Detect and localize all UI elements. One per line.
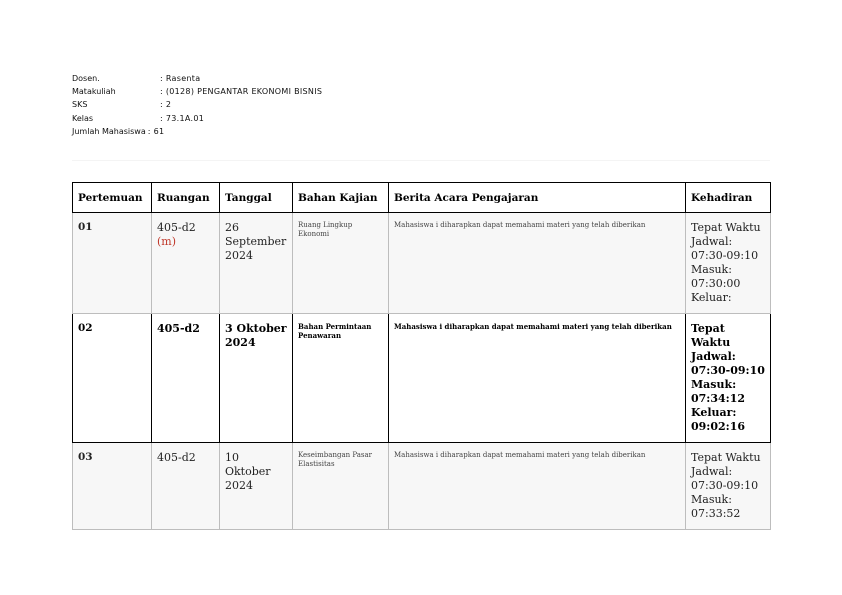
cell-kehadiran xyxy=(686,213,771,314)
cell-tanggal: 10 Oktober 2024 xyxy=(220,443,293,530)
sks-value: : 2 xyxy=(160,100,172,110)
cell-pertemuan: 02 xyxy=(73,314,152,443)
divider xyxy=(72,160,770,161)
header-bahan-kajian: Bahan Kajian xyxy=(293,183,389,213)
sks-label: SKS xyxy=(72,100,88,110)
dosen-label: Dosen. xyxy=(72,74,100,83)
checkin-value: 07:34:12 xyxy=(691,392,746,405)
header-pertemuan: Pertemuan xyxy=(73,183,152,213)
checkin-label: Masuk: xyxy=(691,378,737,391)
cell-tanggal: 26 September 2024 xyxy=(220,213,293,314)
cell-ruangan xyxy=(152,314,220,443)
cell-bahan-kajian: Keseimbangan Pasar Elastisitas xyxy=(293,443,389,530)
header-tanggal: Tanggal xyxy=(220,183,293,213)
schedule-label: Jadwal: xyxy=(691,350,736,363)
schedule-value: 07:30-09:10 xyxy=(691,249,759,262)
cell-berita-acara: Mahasiswa i diharapkan dapat memahami materi yang telah diberikan xyxy=(389,213,686,314)
header-kehadiran: Kehadiran xyxy=(686,183,771,213)
checkout-label: Keluar: xyxy=(691,406,737,419)
checkin-label: Masuk: xyxy=(691,263,732,276)
matakuliah-label: Matakuliah xyxy=(72,87,116,97)
room-code: 405-d2 xyxy=(157,221,196,234)
room-code: 405-d2 xyxy=(157,322,200,335)
cell-pertemuan: 01 xyxy=(73,213,152,314)
dosen-value: : Rasenta xyxy=(160,74,201,83)
kelas-value: : 73.1A.01 xyxy=(160,113,205,123)
schedule-label: Jadwal: xyxy=(691,465,733,478)
matakuliah-value: : (0128) PENGANTAR EKONOMI BISNIS xyxy=(160,87,323,97)
cell-ruangan xyxy=(152,213,220,314)
schedule-label: Jadwal: xyxy=(691,235,733,248)
header-berita-acara: Berita Acara Pengajaran xyxy=(389,183,686,213)
cell-tanggal: 3 Oktober 2024 xyxy=(220,314,293,443)
table-row xyxy=(73,443,771,530)
cell-pertemuan: 03 xyxy=(73,443,152,530)
checkin-label: Masuk: xyxy=(691,493,732,506)
cell-berita-acara: Mahasiswa i diharapkan dapat memahami materi yang telah diberikan xyxy=(389,314,686,443)
table-row xyxy=(73,213,771,314)
attendance-status: Tepat Waktu xyxy=(691,221,761,234)
info-row-matakuliah xyxy=(72,85,322,98)
cell-bahan-kajian: Ruang Lingkup Ekonomi xyxy=(293,213,389,314)
cell-kehadiran xyxy=(686,443,771,530)
attendance-status: Tepat Waktu xyxy=(691,322,731,349)
info-row-sks xyxy=(72,98,322,111)
course-info xyxy=(72,72,322,138)
cell-berita-acara: Mahasiswa i diharapkan dapat memahami materi yang telah diberikan xyxy=(389,443,686,530)
info-row-jumlah xyxy=(72,125,322,138)
checkout-label: Keluar: xyxy=(691,291,732,304)
attendance-status: Tepat Waktu xyxy=(691,451,761,464)
info-row-dosen xyxy=(72,72,322,85)
schedule-value: 07:30-09:10 xyxy=(691,364,765,377)
jumlah-value: : 61 xyxy=(147,126,165,136)
info-row-kelas xyxy=(72,112,322,125)
schedule-value: 07:30-09:10 xyxy=(691,479,759,492)
kelas-label: Kelas xyxy=(72,113,94,123)
room-note: (m) xyxy=(157,235,177,248)
room-code: 405-d2 xyxy=(157,451,196,464)
header-ruangan: Ruangan xyxy=(152,183,220,213)
attendance-table xyxy=(72,182,771,530)
cell-kehadiran xyxy=(686,314,771,443)
checkout-value: 09:02:16 xyxy=(691,420,746,433)
table-header-row xyxy=(73,183,771,213)
cell-ruangan xyxy=(152,443,220,530)
checkin-value: 07:30:00 xyxy=(691,277,741,290)
cell-bahan-kajian: Bahan Permintaan Penawaran xyxy=(293,314,389,443)
table-row xyxy=(73,314,771,443)
jumlah-label: Jumlah Mahasiswa xyxy=(72,126,146,136)
checkin-value: 07:33:52 xyxy=(691,507,741,520)
